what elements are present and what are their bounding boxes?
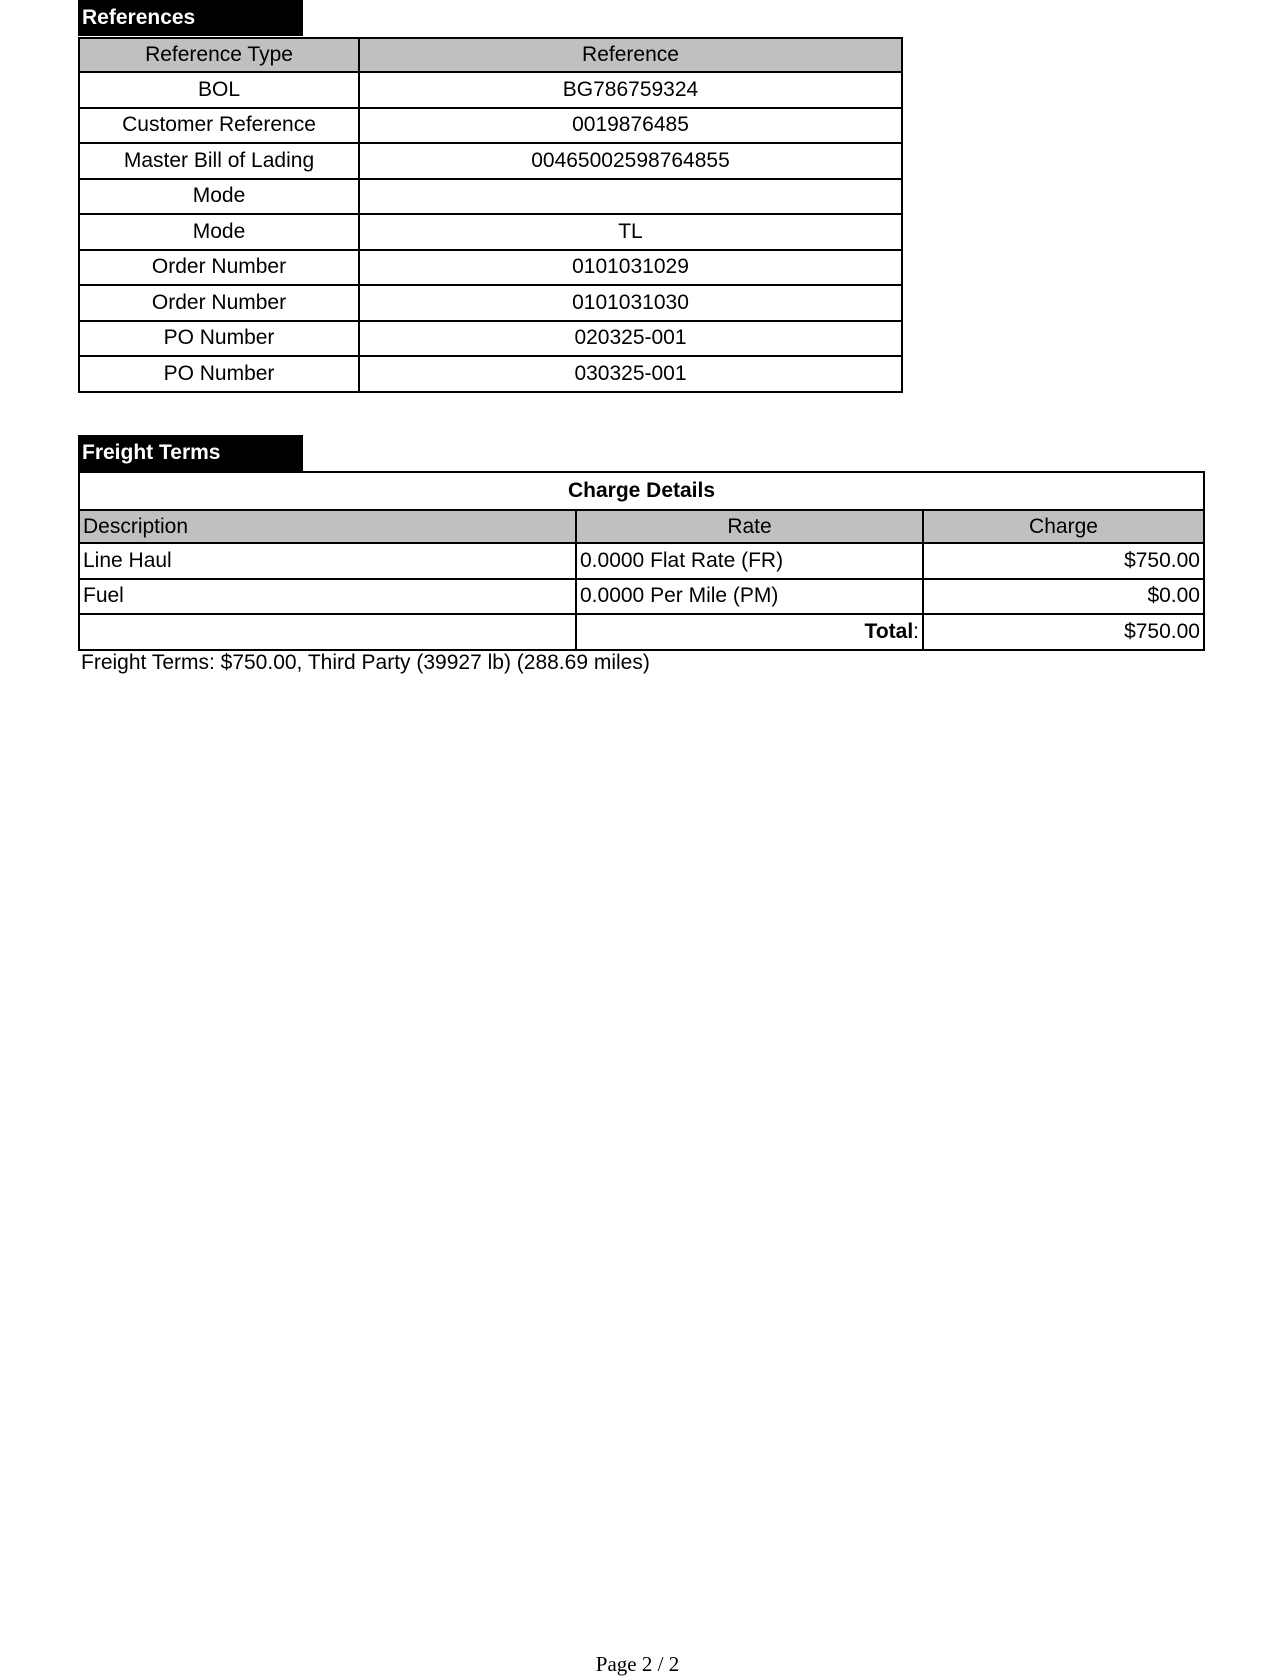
reference-type-cell: BOL — [79, 72, 359, 108]
column-header-description: Description — [79, 510, 576, 543]
reference-value-cell: 020325-001 — [359, 321, 902, 357]
references-table — [78, 37, 903, 393]
total-label-colon: : — [913, 619, 919, 643]
charge-rate-cell: 0.0000 Flat Rate (FR) — [576, 543, 923, 579]
references-section-title: References — [78, 0, 303, 36]
column-header-reference-type: Reference Type — [79, 38, 359, 72]
reference-type-cell: PO Number — [79, 356, 359, 392]
total-row — [79, 614, 1204, 650]
table-row — [79, 321, 902, 357]
reference-type-cell: Customer Reference — [79, 108, 359, 144]
table-header-row — [79, 510, 1204, 543]
reference-value-cell — [359, 179, 902, 215]
reference-type-cell: Mode — [79, 214, 359, 250]
table-row — [79, 356, 902, 392]
reference-value-cell: BG786759324 — [359, 72, 902, 108]
total-label-cell — [576, 614, 923, 650]
charge-details-caption: Charge Details — [79, 472, 1204, 510]
total-label: Total — [864, 619, 914, 643]
table-row — [79, 250, 902, 286]
table-row — [79, 214, 902, 250]
reference-type-cell: Order Number — [79, 250, 359, 286]
total-value-cell: $750.00 — [923, 614, 1204, 650]
table-row — [79, 72, 902, 108]
column-header-rate: Rate — [576, 510, 923, 543]
reference-value-cell: TL — [359, 214, 902, 250]
charge-rate-cell: 0.0000 Per Mile (PM) — [576, 579, 923, 615]
charge-details-table — [78, 471, 1205, 651]
charge-amount-cell: $750.00 — [923, 543, 1204, 579]
reference-type-cell: Mode — [79, 179, 359, 215]
table-row — [79, 108, 902, 144]
reference-value-cell: 0019876485 — [359, 108, 902, 144]
reference-type-cell: Master Bill of Lading — [79, 143, 359, 179]
charge-description-cell: Line Haul — [79, 543, 576, 579]
column-header-reference: Reference — [359, 38, 902, 72]
reference-type-cell: PO Number — [79, 321, 359, 357]
column-header-charge: Charge — [923, 510, 1204, 543]
table-row — [79, 143, 902, 179]
reference-value-cell: 0101031030 — [359, 285, 902, 321]
charge-description-cell: Fuel — [79, 579, 576, 615]
reference-value-cell: 030325-001 — [359, 356, 902, 392]
table-row — [79, 285, 902, 321]
table-row — [79, 179, 902, 215]
reference-type-cell: Order Number — [79, 285, 359, 321]
empty-cell — [79, 614, 576, 650]
reference-value-cell: 0101031029 — [359, 250, 902, 286]
page-number: Page 2 / 2 — [595, 1652, 680, 1676]
table-caption-row — [79, 472, 1204, 510]
table-row — [79, 579, 1204, 615]
table-row — [79, 543, 1204, 579]
charge-amount-cell: $0.00 — [923, 579, 1204, 615]
table-header-row — [79, 38, 902, 72]
freight-terms-section-title: Freight Terms — [78, 435, 303, 471]
reference-value-cell: 00465002598764855 — [359, 143, 902, 179]
freight-terms-summary: Freight Terms: $750.00, Third Party (39927 lb) (288.69 miles) — [81, 651, 650, 674]
